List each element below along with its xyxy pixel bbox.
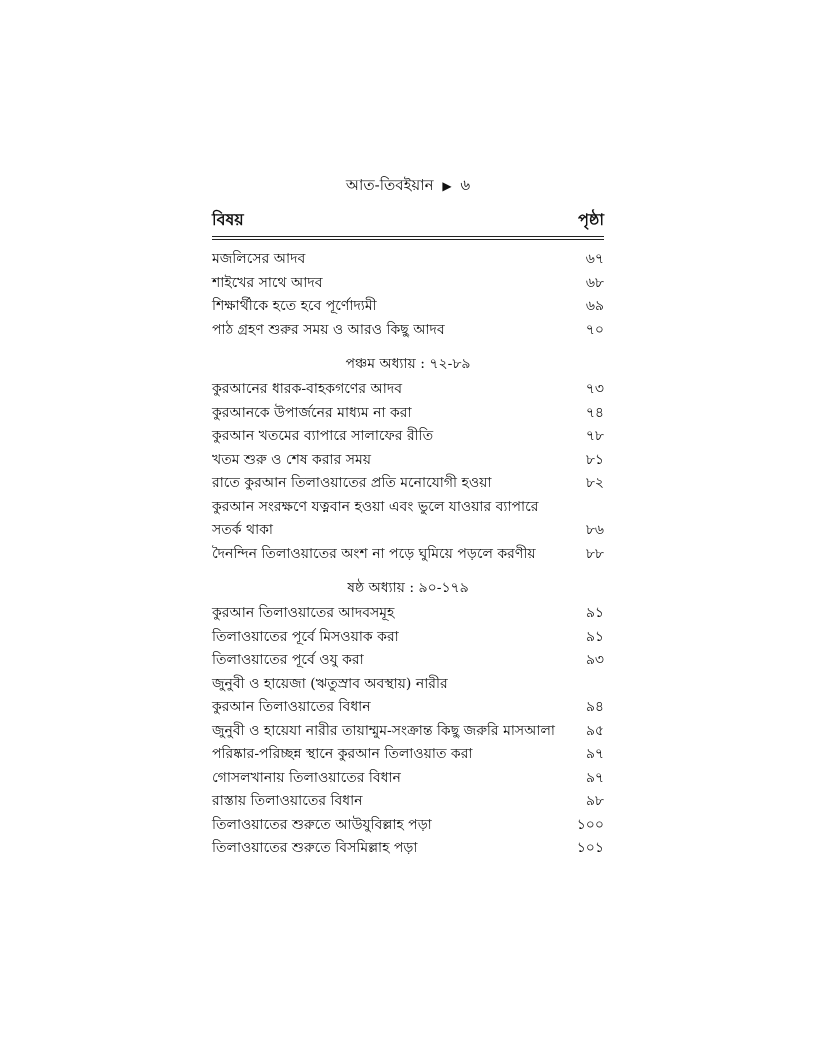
toc-entry-page: ৬৯ [585, 298, 604, 314]
toc-entry-page: ৯৩ [585, 652, 604, 668]
toc-entry-title: দৈনন্দিন তিলাওয়াতের অংশ না পড়ে ঘুমিয়ে পড়লে করণীয় [212, 545, 536, 562]
toc-page [212, 172, 604, 861]
toc-entry-title: তিলাওয়াতের পূর্বে ওযু করা [212, 652, 364, 668]
toc-entry-page: ৭৪ [585, 404, 604, 421]
toc-entry-page: ৯১ [585, 605, 604, 621]
toc-entry-title: মজলিসের আদব [212, 251, 306, 267]
column-headers [212, 204, 604, 234]
toc-entry-title: খতম শুরু ও শেষ করার সময় [212, 451, 372, 468]
toc-entry [212, 790, 604, 814]
toc-entry [212, 814, 604, 838]
toc-entry [212, 272, 604, 296]
toc-entry [212, 626, 604, 650]
toc-entry-page: ৭০ [585, 321, 604, 338]
triangle-right-icon: ▶ [442, 179, 452, 193]
chapter-heading: ষষ্ঠ অধ্যায় : ৯০-১৭৯ [347, 580, 469, 596]
toc-entry [212, 295, 604, 319]
toc-entry-page: ৮৬ [585, 522, 604, 538]
toc-entry-title: শাইখের সাথে আদব [212, 274, 323, 291]
toc-list [212, 248, 604, 861]
toc-entry [212, 837, 604, 861]
running-head-title: আত-তিবইয়ান [345, 176, 434, 194]
toc-entry [212, 425, 604, 449]
toc-entry [212, 449, 604, 473]
toc-entry-page: ৯৭ [585, 746, 604, 762]
header-rule-bottom [212, 239, 604, 240]
toc-entry-title: রাতে কুরআন তিলাওয়াতের প্রতি মনোযোগী হওয়া [212, 475, 492, 491]
toc-entry-line [212, 673, 604, 697]
toc-entry [212, 519, 604, 543]
running-head [212, 172, 604, 198]
toc-entry-title: তিলাওয়াতের শুরুতে আউযুবিল্লাহ পড়া [212, 816, 432, 833]
toc-entry-title: শিক্ষার্থীকে হতে হবে পূর্ণোদ্যমী [212, 298, 377, 314]
toc-entry-title: পরিষ্কার-পরিচ্ছন্ন স্থানে কুরআন তিলাওয়াত করা [212, 746, 473, 762]
toc-entry-page: ১০০ [576, 816, 604, 833]
toc-entry [212, 248, 604, 272]
toc-entry [212, 378, 604, 402]
toc-entry-title: কুরআনের ধারক-বাহকগণের আদব [212, 381, 402, 397]
toc-entry-page: ৬৭ [585, 251, 604, 267]
chapter-heading: পঞ্চম অধ্যায় : ৭২-৮৯ [345, 356, 471, 372]
toc-entry-title: তিলাওয়াতের পূর্বে মিসওয়াক করা [212, 628, 399, 645]
toc-entry-page: ৭৩ [585, 381, 604, 397]
toc-entry-page: ৯৪ [585, 699, 604, 715]
toc-entry-page: ৮২ [585, 475, 604, 491]
toc-entry-page: ৯৮ [585, 793, 604, 809]
toc-entry-page: ৮৮ [585, 545, 604, 562]
toc-entry-title: কুরআন সংরক্ষণে যত্নবান হওয়া এবং ভুলে যাওয়ার ব্যাপারে [212, 498, 539, 515]
toc-entry-title: কুরআনকে উপার্জনের মাধ্যম না করা [212, 404, 412, 421]
toc-entry-title: গোসলখানায় তিলাওয়াতের বিধান [212, 769, 401, 786]
toc-entry-title: কুরআন তিলাওয়াতের আদবসমূহ [212, 605, 395, 621]
running-head-page: ৬ [460, 176, 471, 194]
toc-entry-title: রাস্তায় তিলাওয়াতের বিধান [212, 793, 363, 809]
toc-entry [212, 602, 604, 626]
toc-entry-title: সতর্ক থাকা [212, 522, 273, 538]
toc-entry [212, 472, 604, 496]
toc-entry [212, 720, 604, 744]
toc-entry-title: জুনুবী ও হায়েযা নারীর তায়াম্মুম-সংক্রান্ত কিছু জরুরি মাসআলা [212, 722, 555, 739]
toc-entry [212, 543, 604, 567]
toc-entry-page: ১০১ [576, 840, 604, 856]
toc-entry-title: কুরআন খতমের ব্যাপারে সালাফের রীতি [212, 428, 434, 444]
toc-entry-page: ৯৭ [585, 769, 604, 786]
subject-header: বিষয় [212, 210, 244, 229]
toc-entry-line [212, 496, 604, 520]
toc-entry-page: ৭৮ [585, 428, 604, 444]
toc-entry-title: পাঠ গ্রহণ শুরুর সময় ও আরও কিছু আদব [212, 321, 445, 338]
toc-entry [212, 402, 604, 426]
toc-entry [212, 696, 604, 720]
toc-entry-page: ৬৮ [585, 274, 604, 291]
page-header: পৃষ্ঠা [578, 210, 604, 229]
toc-entry-title: তিলাওয়াতের শুরুতে বিসমিল্লাহ পড়া [212, 840, 418, 856]
toc-entry-title: জুনুবী ও হায়েজা (ঋতুস্রাব অবস্থায়) নারীর [212, 675, 448, 692]
toc-entry [212, 743, 604, 767]
toc-entry [212, 767, 604, 791]
toc-entry-title: কুরআন তিলাওয়াতের বিধান [212, 699, 371, 715]
toc-entry-page: ৯১ [585, 628, 604, 645]
toc-entry-page: ৮১ [585, 451, 604, 468]
toc-entry [212, 319, 604, 343]
header-rule-top [212, 236, 604, 237]
toc-entry-page: ৯৫ [585, 722, 604, 739]
toc-entry [212, 649, 604, 673]
